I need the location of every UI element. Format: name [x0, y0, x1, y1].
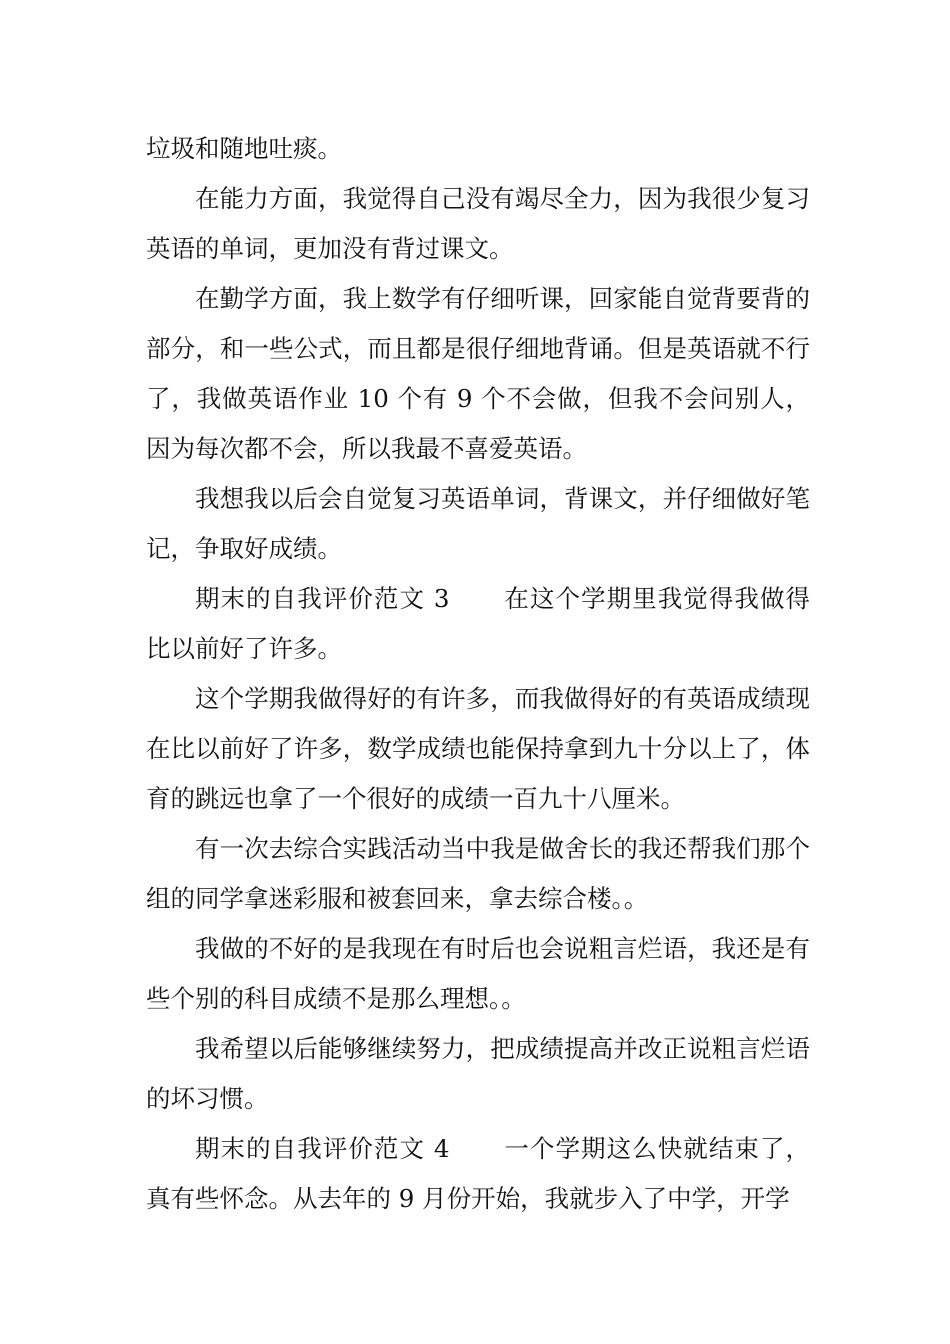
paragraph-practice-activity: 有一次去综合实践活动当中我是做舍长的我还帮我们那个组的同学拿迷彩服和被套回来，拿去综合楼。。: [146, 834, 810, 913]
paragraph-ability: 在能力方面，我觉得自己没有竭尽全力，因为我很少复习英语的单词，更加没有背过课文。: [146, 184, 810, 263]
paragraph-hope: 我希望以后能够继续努力，把成绩提高并改正说粗言烂语的坏习惯。: [146, 1034, 810, 1113]
paragraph-sample-4-text: 一个学期这么快就结束了，真有些怀念。从去年的 9 月份开始，我就步入了中学，开学: [146, 1134, 811, 1213]
paragraph-good-points: 这个学期我做得好的有许多，而我做得好的有英语成绩现在比以前好了许多，数学成绩也能保持拿到九十分以上了，体育的跳远也拿了一个很好的成绩一百九十八厘米。: [146, 684, 810, 813]
paragraph-diligence: 在勤学方面，我上数学有仔细听课，回家能自觉背要背的部分，和一些公式，而且都是很仔细地背诵。但是英语就不行了，我做英语作业 10 个有 9 个不会做，但我不会问别人，因为每次都不会，所以我最不喜爱英语。: [146, 284, 810, 463]
document-body: [146, 124, 810, 1224]
paragraph-future-plan: 我想我以后会自觉复习英语单词，背课文，并仔细做好笔记，争取好成绩。: [146, 484, 810, 563]
paragraph-shortcomings: 我做的不好的是我现在有时后也会说粗言烂语，我还是有些个别的科目成绩不是那么理想。。: [146, 934, 810, 1013]
paragraph-continuation: 垃圾和随地吐痰。: [146, 134, 342, 163]
paragraph-sample-3-text: 在这个学期里我觉得我做得比以前好了许多。: [146, 584, 811, 663]
section-heading-sample-3: 期末的自我评价范文 3: [195, 584, 450, 613]
paragraph-sample-3: [146, 574, 810, 674]
section-heading-sample-4: 期末的自我评价范文 4: [195, 1134, 450, 1163]
paragraph-sample-4: [146, 1124, 810, 1224]
